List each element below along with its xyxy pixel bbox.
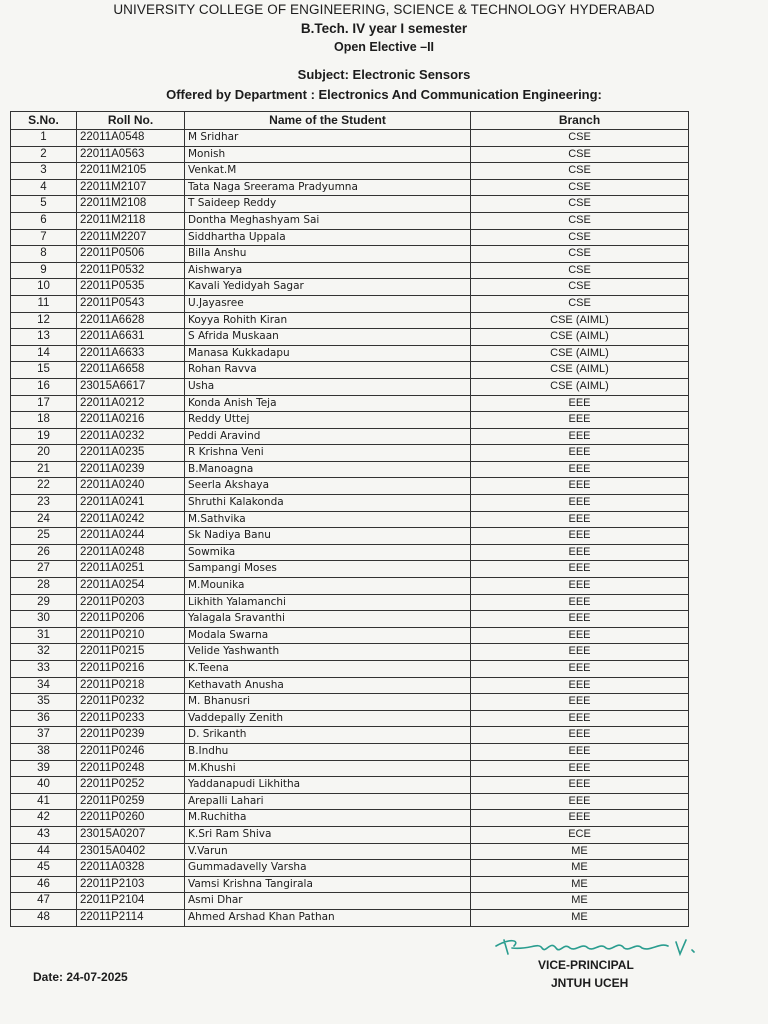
table-row (11, 578, 689, 595)
table-row (11, 395, 689, 412)
branch-cell: EEE (471, 478, 689, 495)
student-name-cell: Ahmed Arshad Khan Pathan (185, 909, 471, 926)
roll-number-cell: 22011A0242 (77, 511, 185, 528)
serial-number-cell: 16 (11, 378, 77, 395)
branch-cell: EEE (471, 793, 689, 810)
branch-cell: CSE (AIML) (471, 312, 689, 329)
university-name: UNIVERSITY COLLEGE OF ENGINEERING, SCIENCE & TECHNOLOGY HYDERABAD (113, 2, 655, 17)
table-row (11, 561, 689, 578)
table-row (11, 544, 689, 561)
roll-number-cell: 22011P0233 (77, 710, 185, 727)
roll-number-cell: 22011M2105 (77, 163, 185, 180)
table-row (11, 743, 689, 760)
student-name-cell: Tata Naga Sreerama Pradyumna (185, 179, 471, 196)
table-row (11, 710, 689, 727)
roll-number-cell: 22011A6631 (77, 329, 185, 346)
table-row (11, 843, 689, 860)
table-row (11, 644, 689, 661)
roll-number-cell: 22011A6658 (77, 362, 185, 379)
serial-number-cell: 3 (11, 163, 77, 180)
branch-cell: CSE (AIML) (471, 362, 689, 379)
roll-number-cell: 22011A0235 (77, 445, 185, 462)
roll-number-cell: 22011A6633 (77, 345, 185, 362)
student-name-cell: K.Sri Ram Shiva (185, 826, 471, 843)
serial-number-cell: 8 (11, 246, 77, 263)
roll-number-cell: 22011M2107 (77, 179, 185, 196)
table-row (11, 196, 689, 213)
branch-cell: EEE (471, 511, 689, 528)
branch-cell: ME (471, 876, 689, 893)
serial-number-cell: 48 (11, 909, 77, 926)
student-name-cell: Asmi Dhar (185, 893, 471, 910)
roll-number-cell: 22011P0259 (77, 793, 185, 810)
table-row (11, 876, 689, 893)
student-name-cell: Kavali Yedidyah Sagar (185, 279, 471, 296)
roll-number-cell: 22011P0239 (77, 727, 185, 744)
serial-number-cell: 34 (11, 677, 77, 694)
student-name-cell: Gummadavelly Varsha (185, 860, 471, 877)
student-name-cell: T Saideep Reddy (185, 196, 471, 213)
branch-cell: ME (471, 909, 689, 926)
roll-number-cell: 23015A6617 (77, 378, 185, 395)
branch-cell: EEE (471, 677, 689, 694)
roll-number-cell: 22011P0543 (77, 295, 185, 312)
date-label: Date: 24-07-2025 (33, 970, 128, 984)
table-row (11, 329, 689, 346)
roll-number-cell: 22011A0548 (77, 130, 185, 147)
branch-cell: EEE (471, 694, 689, 711)
serial-number-cell: 44 (11, 843, 77, 860)
roll-number-cell: 22011A0248 (77, 544, 185, 561)
branch-cell: EEE (471, 777, 689, 794)
student-name-cell: Yaddanapudi Likhitha (185, 777, 471, 794)
offered-by-line: Offered by Department : Electronics And Communication Engineering: (166, 87, 602, 102)
roll-number-cell: 22011P0246 (77, 743, 185, 760)
table-row (11, 362, 689, 379)
roll-number-cell: 22011P0506 (77, 246, 185, 263)
student-name-cell: M Sridhar (185, 130, 471, 147)
student-name-cell: Shruthi Kalakonda (185, 495, 471, 512)
student-name-cell: R Krishna Veni (185, 445, 471, 462)
branch-cell: CSE (471, 279, 689, 296)
branch-cell: EEE (471, 578, 689, 595)
student-name-cell: M.Ruchitha (185, 810, 471, 827)
student-name-cell: Rohan Ravva (185, 362, 471, 379)
student-name-cell: M.Sathvika (185, 511, 471, 528)
serial-number-cell: 6 (11, 212, 77, 229)
roll-number-cell: 22011P0532 (77, 262, 185, 279)
serial-number-cell: 26 (11, 544, 77, 561)
table-body (11, 130, 689, 927)
serial-number-cell: 43 (11, 826, 77, 843)
roll-number-cell: 22011A0254 (77, 578, 185, 595)
serial-number-cell: 35 (11, 694, 77, 711)
branch-cell: EEE (471, 710, 689, 727)
table-row (11, 279, 689, 296)
serial-number-cell: 42 (11, 810, 77, 827)
table-row (11, 478, 689, 495)
student-name-cell: K.Teena (185, 661, 471, 678)
roll-number-cell: 22011A0232 (77, 428, 185, 445)
roll-number-cell: 22011P0216 (77, 661, 185, 678)
table-row (11, 611, 689, 628)
student-name-cell: Venkat.M (185, 163, 471, 180)
serial-number-cell: 19 (11, 428, 77, 445)
branch-cell: CSE (471, 295, 689, 312)
serial-number-cell: 37 (11, 727, 77, 744)
serial-number-cell: 38 (11, 743, 77, 760)
branch-cell: EEE (471, 412, 689, 429)
subject-title: Subject: Electronic Sensors (297, 67, 471, 82)
table-row (11, 146, 689, 163)
student-name-cell: Siddhartha Uppala (185, 229, 471, 246)
branch-cell: CSE (471, 262, 689, 279)
table-row (11, 810, 689, 827)
roll-number-cell: 22011P2103 (77, 876, 185, 893)
roll-number-cell: 22011M2207 (77, 229, 185, 246)
branch-cell: EEE (471, 561, 689, 578)
serial-number-cell: 39 (11, 760, 77, 777)
branch-cell: EEE (471, 495, 689, 512)
program-title: B.Tech. IV year I semester (300, 21, 468, 36)
branch-cell: ME (471, 893, 689, 910)
serial-number-cell: 4 (11, 179, 77, 196)
roll-number-cell: 22011A0216 (77, 412, 185, 429)
table-row (11, 909, 689, 926)
branch-cell: CSE (471, 196, 689, 213)
table-row (11, 495, 689, 512)
table-row (11, 528, 689, 545)
table-row (11, 130, 689, 147)
roll-number-cell: 22011P0232 (77, 694, 185, 711)
table-row (11, 378, 689, 395)
branch-cell: EEE (471, 627, 689, 644)
student-name-cell: M. Bhanusri (185, 694, 471, 711)
student-name-cell: Modala Swarna (185, 627, 471, 644)
roll-number-cell: 22011P0252 (77, 777, 185, 794)
student-name-cell: Arepalli Lahari (185, 793, 471, 810)
table-row (11, 262, 689, 279)
serial-number-cell: 29 (11, 594, 77, 611)
column-header-name: Name of the Student (185, 112, 471, 130)
serial-number-cell: 10 (11, 279, 77, 296)
serial-number-cell: 28 (11, 578, 77, 595)
roll-number-cell: 22011P0203 (77, 594, 185, 611)
roll-number-cell: 22011P0215 (77, 644, 185, 661)
table-row (11, 627, 689, 644)
roll-number-cell: 22011M2118 (77, 212, 185, 229)
serial-number-cell: 31 (11, 627, 77, 644)
student-name-cell: M.Khushi (185, 760, 471, 777)
branch-cell: EEE (471, 644, 689, 661)
roll-number-cell: 22011P0218 (77, 677, 185, 694)
branch-cell: EEE (471, 395, 689, 412)
table-row (11, 760, 689, 777)
roll-number-cell: 22011A6628 (77, 312, 185, 329)
serial-number-cell: 7 (11, 229, 77, 246)
table-row (11, 163, 689, 180)
roll-number-cell: 22011A0328 (77, 860, 185, 877)
serial-number-cell: 25 (11, 528, 77, 545)
branch-cell: CSE (471, 229, 689, 246)
table-row (11, 179, 689, 196)
table-row (11, 694, 689, 711)
student-name-cell: Konda Anish Teja (185, 395, 471, 412)
table-row (11, 677, 689, 694)
roll-number-cell: 22011M2108 (77, 196, 185, 213)
branch-cell: CSE (471, 146, 689, 163)
student-name-cell: Kethavath Anusha (185, 677, 471, 694)
branch-cell: CSE (AIML) (471, 329, 689, 346)
branch-cell: CSE (471, 163, 689, 180)
column-header-roll: Roll No. (77, 112, 185, 130)
branch-cell: EEE (471, 594, 689, 611)
table-row (11, 229, 689, 246)
student-name-cell: B.Indhu (185, 743, 471, 760)
student-name-cell: Vamsi Krishna Tangirala (185, 876, 471, 893)
roll-number-cell: 22011A0241 (77, 495, 185, 512)
serial-number-cell: 13 (11, 329, 77, 346)
roll-number-cell: 23015A0207 (77, 826, 185, 843)
branch-cell: EEE (471, 428, 689, 445)
table-row (11, 661, 689, 678)
branch-cell: CSE (471, 130, 689, 147)
elective-title: Open Elective –II (333, 40, 435, 54)
student-name-cell: Usha (185, 378, 471, 395)
student-name-cell: Vaddepally Zenith (185, 710, 471, 727)
roll-number-cell: 22011A0563 (77, 146, 185, 163)
student-name-cell: B.Manoagna (185, 461, 471, 478)
serial-number-cell: 23 (11, 495, 77, 512)
table-row (11, 428, 689, 445)
table-row (11, 777, 689, 794)
serial-number-cell: 11 (11, 295, 77, 312)
student-name-cell: Billa Anshu (185, 246, 471, 263)
table-row (11, 511, 689, 528)
branch-cell: CSE (471, 212, 689, 229)
serial-number-cell: 30 (11, 611, 77, 628)
signature-image (490, 928, 710, 960)
roll-number-cell: 22011A0212 (77, 395, 185, 412)
serial-number-cell: 1 (11, 130, 77, 147)
serial-number-cell: 47 (11, 893, 77, 910)
serial-number-cell: 14 (11, 345, 77, 362)
serial-number-cell: 36 (11, 710, 77, 727)
serial-number-cell: 24 (11, 511, 77, 528)
serial-number-cell: 15 (11, 362, 77, 379)
table-row (11, 445, 689, 462)
student-name-cell: U.Jayasree (185, 295, 471, 312)
table-row (11, 412, 689, 429)
roll-number-cell: 22011A0244 (77, 528, 185, 545)
table-row (11, 793, 689, 810)
serial-number-cell: 20 (11, 445, 77, 462)
student-table (10, 111, 689, 927)
table-row (11, 594, 689, 611)
table-row (11, 246, 689, 263)
roll-number-cell: 22011P2104 (77, 893, 185, 910)
roll-number-cell: 22011P0535 (77, 279, 185, 296)
student-name-cell: Manasa Kukkadapu (185, 345, 471, 362)
student-name-cell: V.Varun (185, 843, 471, 860)
branch-cell: EEE (471, 727, 689, 744)
serial-number-cell: 21 (11, 461, 77, 478)
student-name-cell: Koyya Rohith Kiran (185, 312, 471, 329)
serial-number-cell: 5 (11, 196, 77, 213)
student-name-cell: M.Mounika (185, 578, 471, 595)
roll-number-cell: 23015A0402 (77, 843, 185, 860)
roll-number-cell: 22011A0240 (77, 478, 185, 495)
student-name-cell: D. Srikanth (185, 727, 471, 744)
roll-number-cell: 22011A0251 (77, 561, 185, 578)
serial-number-cell: 2 (11, 146, 77, 163)
serial-number-cell: 41 (11, 793, 77, 810)
table-row (11, 893, 689, 910)
branch-cell: EEE (471, 528, 689, 545)
branch-cell: CSE (AIML) (471, 378, 689, 395)
student-name-cell: Reddy Uttej (185, 412, 471, 429)
table-row (11, 312, 689, 329)
branch-cell: EEE (471, 760, 689, 777)
roll-number-cell: 22011P2114 (77, 909, 185, 926)
branch-cell: EEE (471, 445, 689, 462)
branch-cell: CSE (471, 179, 689, 196)
roll-number-cell: 22011P0248 (77, 760, 185, 777)
table-row (11, 461, 689, 478)
student-name-cell: S Afrida Muskaan (185, 329, 471, 346)
serial-number-cell: 46 (11, 876, 77, 893)
serial-number-cell: 9 (11, 262, 77, 279)
branch-cell: ME (471, 860, 689, 877)
student-name-cell: Dontha Meghashyam Sai (185, 212, 471, 229)
institution-label: JNTUH UCEH (551, 976, 629, 990)
student-name-cell: Monish (185, 146, 471, 163)
branch-cell: EEE (471, 661, 689, 678)
roll-number-cell: 22011P0210 (77, 627, 185, 644)
table-row (11, 860, 689, 877)
roll-number-cell: 22011A0239 (77, 461, 185, 478)
student-name-cell: Peddi Aravind (185, 428, 471, 445)
table-row (11, 295, 689, 312)
branch-cell: EEE (471, 544, 689, 561)
table-row (11, 212, 689, 229)
serial-number-cell: 40 (11, 777, 77, 794)
branch-cell: EEE (471, 743, 689, 760)
serial-number-cell: 27 (11, 561, 77, 578)
table-row (11, 345, 689, 362)
branch-cell: ECE (471, 826, 689, 843)
designation-label: VICE-PRINCIPAL (538, 958, 634, 972)
table-row (11, 826, 689, 843)
student-name-cell: Sowmika (185, 544, 471, 561)
table-row (11, 727, 689, 744)
student-name-cell: Sampangi Moses (185, 561, 471, 578)
student-name-cell: Likhith Yalamanchi (185, 594, 471, 611)
roll-number-cell: 22011P0260 (77, 810, 185, 827)
column-header-branch: Branch (471, 112, 689, 130)
serial-number-cell: 22 (11, 478, 77, 495)
student-name-cell: Seerla Akshaya (185, 478, 471, 495)
roll-number-cell: 22011P0206 (77, 611, 185, 628)
branch-cell: EEE (471, 810, 689, 827)
column-header-sno: S.No. (11, 112, 77, 130)
student-name-cell: Yalagala Sravanthi (185, 611, 471, 628)
branch-cell: EEE (471, 461, 689, 478)
serial-number-cell: 32 (11, 644, 77, 661)
branch-cell: CSE (471, 246, 689, 263)
serial-number-cell: 45 (11, 860, 77, 877)
serial-number-cell: 18 (11, 412, 77, 429)
branch-cell: EEE (471, 611, 689, 628)
student-name-cell: Sk Nadiya Banu (185, 528, 471, 545)
student-name-cell: Aishwarya (185, 262, 471, 279)
branch-cell: ME (471, 843, 689, 860)
serial-number-cell: 12 (11, 312, 77, 329)
serial-number-cell: 17 (11, 395, 77, 412)
student-name-cell: Velide Yashwanth (185, 644, 471, 661)
branch-cell: CSE (AIML) (471, 345, 689, 362)
serial-number-cell: 33 (11, 661, 77, 678)
table-header-row (11, 112, 689, 130)
